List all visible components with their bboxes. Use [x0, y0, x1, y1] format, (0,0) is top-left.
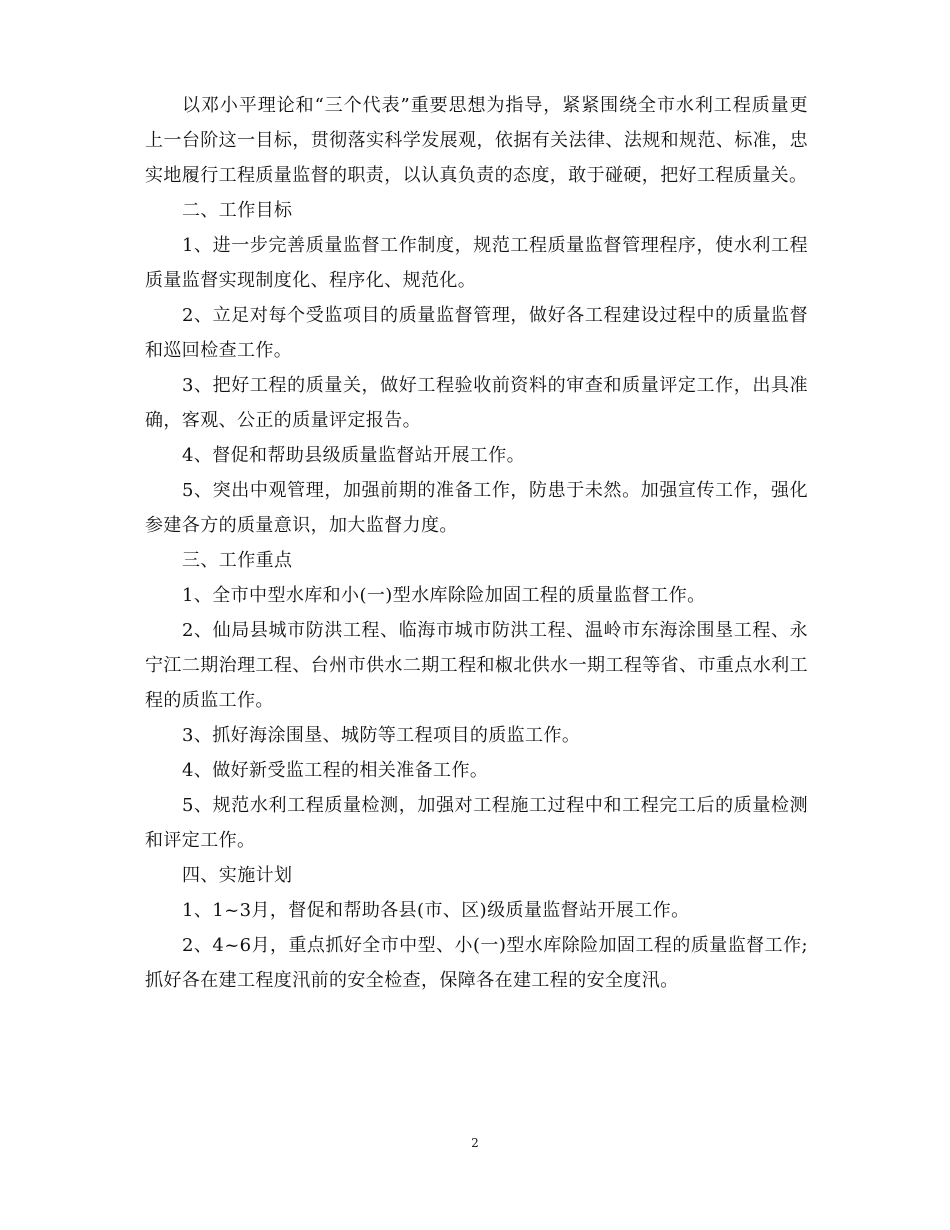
- plan-item-1: 1、1~3月，督促和帮助各县(市、区)级质量监督站开展工作。: [182, 900, 690, 921]
- page-number: 2: [471, 1136, 479, 1150]
- focus-item-5: 5、规范水利工程质量检测，加强对工程施工过程中和工程完工后的质量检测和评定工作。: [145, 795, 808, 851]
- focus-item-2: 2、仙局县城市防洪工程、临海市城市防洪工程、温岭市东海涂围垦工程、永宁江二期治理工程、台州市供水二期工程和椒北供水一期工程等省、市重点水利工程的质监工作。: [145, 620, 808, 711]
- goal-item-3: 3、把好工程的质量关，做好工程验收前资料的审查和质量评定工作，出具准确，客观、公正的质量评定报告。: [145, 375, 808, 431]
- focus-item-1: 1、全市中型水库和小(一)型水库除险加固工程的质量监督工作。: [182, 585, 706, 606]
- goal-item-2: 2、立足对每个受监项目的质量监督管理，做好各工程建设过程中的质量监督和巡回检查工作。: [145, 305, 808, 361]
- plan-item-2: 2、4~6月，重点抓好全市中型、小(一)型水库除险加固工程的质量监督工作;抓好各在建工程度汛前的安全检查，保障各在建工程的安全度汛。: [145, 935, 808, 991]
- goal-item-4: 4、督促和帮助县级质量监督站开展工作。: [182, 445, 526, 466]
- goal-item-1: 1、进一步完善质量监督工作制度，规范工程质量监督管理程序，使水利工程质量监督实现制度化、程序化、规范化。: [145, 235, 808, 291]
- document-body: [145, 88, 808, 998]
- section-heading-work-focus: 三、工作重点: [182, 550, 293, 571]
- focus-item-3: 3、抓好海涂围垦、城防等工程项目的质监工作。: [182, 725, 581, 746]
- paragraph-guiding-principle: 以邓小平理论和“三个代表”重要思想为指导，紧紧围绕全市水利工程质量更上一台阶这一目标，贯彻落实科学发展观，依据有关法律、法规和规范、标准，忠实地履行工程质量监督的职责，以认真负责的态度，敢于碰硬，把好工程质量关。: [145, 95, 808, 186]
- section-heading-work-goals: 二、工作目标: [182, 200, 293, 221]
- section-heading-implementation-plan: 四、实施计划: [182, 865, 293, 886]
- goal-item-5: 5、突出中观管理，加强前期的准备工作，防患于未然。加强宣传工作，强化参建各方的质量意识，加大监督力度。: [145, 480, 808, 536]
- focus-item-4: 4、做好新受监工程的相关准备工作。: [182, 760, 489, 781]
